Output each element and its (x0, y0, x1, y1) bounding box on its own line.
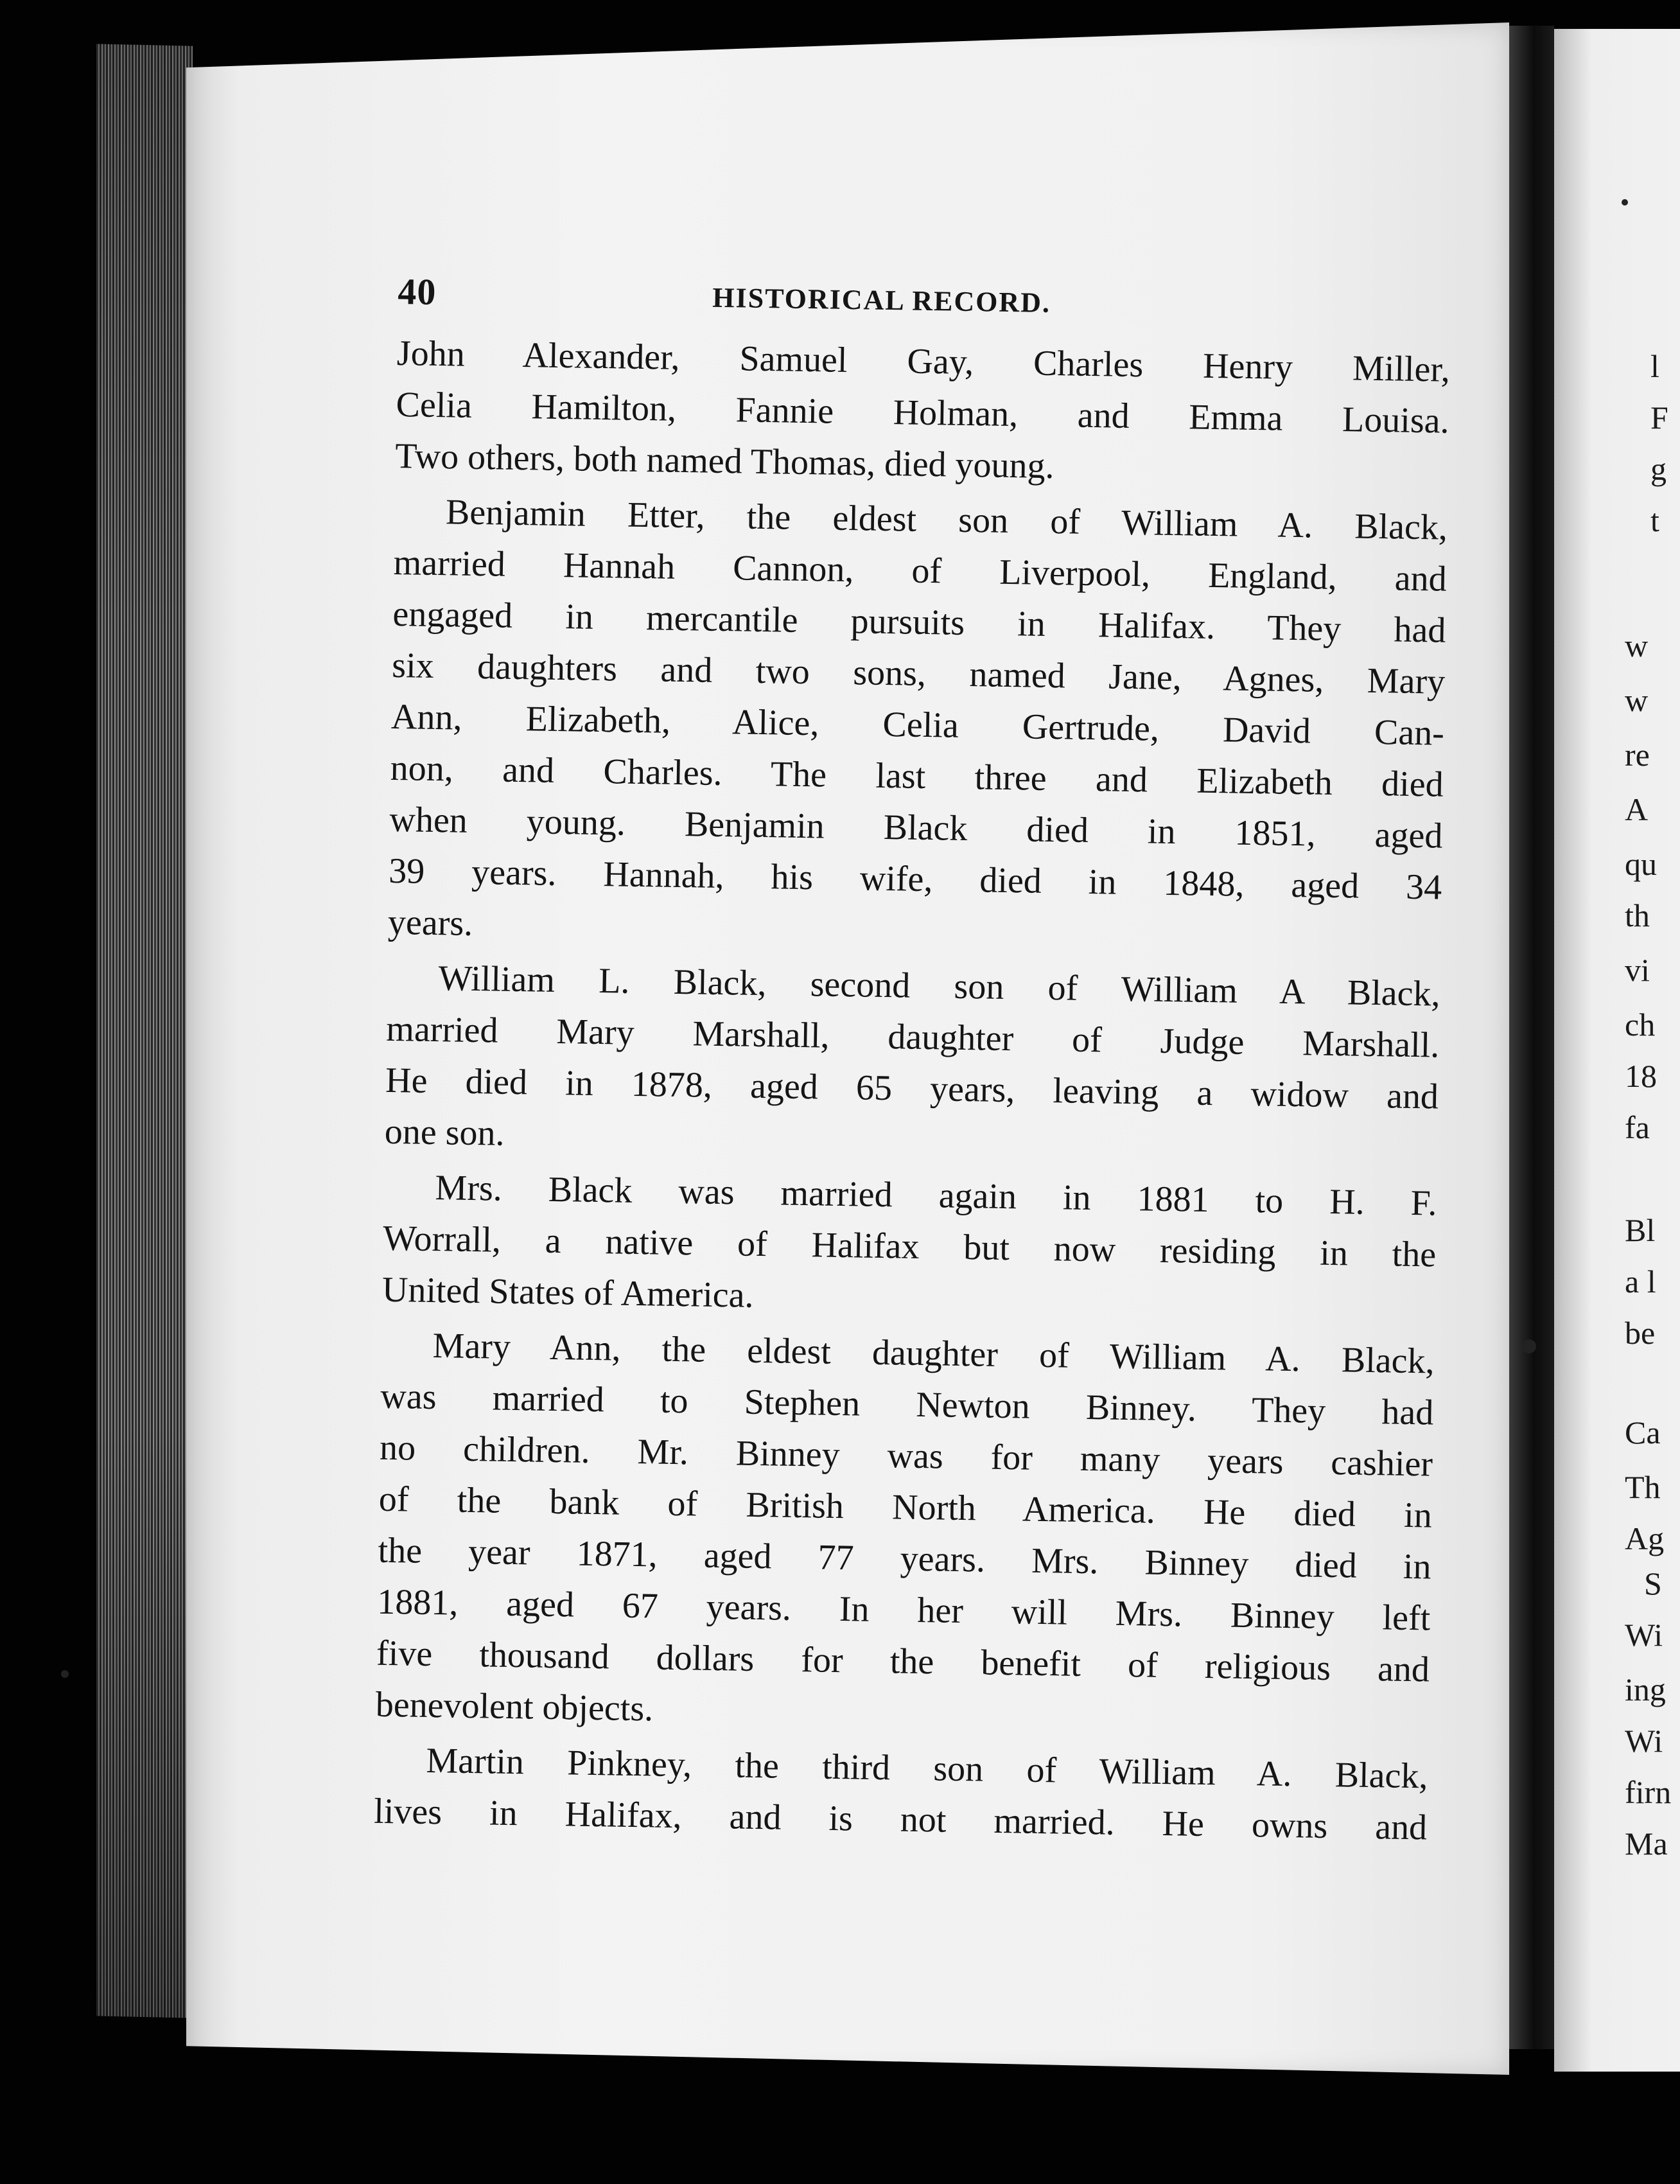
text-line: Mrs. Black was married again in 1881 to H. F. (435, 1168, 1437, 1224)
page-number: 40 (397, 270, 437, 313)
next-page-fragment: A (1625, 791, 1649, 827)
next-page-fragment: th (1625, 897, 1650, 933)
text-line: was married to Stephen Newton Binney. They had (380, 1376, 1434, 1433)
next-page-fragment: Bl (1625, 1212, 1656, 1248)
text-line: non, and Charles. The last three and Elizabeth died (390, 748, 1444, 805)
next-page-fragment: fa (1625, 1109, 1650, 1145)
paragraph-1 (395, 328, 1451, 498)
next-page-fragment: Ca (1625, 1414, 1661, 1450)
book-page-edges (96, 44, 193, 2018)
text-line: married Mary Marshall, daughter of Judge Marshall. (385, 1008, 1440, 1066)
next-page-fragment: Wi (1625, 1723, 1663, 1759)
next-page-fragment: qu (1625, 846, 1657, 882)
text-line: years. (387, 902, 473, 944)
running-title: HISTORICAL RECORD. (712, 281, 1051, 319)
text-line: 39 years. Hannah, his wife, died in 1848, aged 34 (388, 850, 1442, 908)
next-page-fragment: re (1625, 737, 1650, 773)
paragraph-3 (384, 952, 1440, 1174)
body-text (374, 328, 1451, 1853)
next-page-fragment: 18 (1625, 1058, 1657, 1094)
text-line: of the bank of British North America. He died in (378, 1479, 1433, 1536)
next-page-fragment: g (1650, 451, 1667, 487)
next-page-fragment: Ma (1625, 1826, 1668, 1862)
text-line: five thousand dollars for the benefit of religious and (376, 1633, 1430, 1690)
book-gutter (1509, 26, 1554, 2049)
text-line: no children. Mr. Binney was for many years cashier (379, 1427, 1433, 1484)
scan-speck (61, 1670, 69, 1678)
next-page-fragment: a l (1625, 1264, 1656, 1299)
text-line: one son. (384, 1111, 505, 1154)
next-page-fragment: t (1650, 502, 1659, 538)
next-page-fragment: Th (1625, 1469, 1661, 1505)
next-page-fragment: firn (1625, 1774, 1672, 1810)
text-line: Two others, both named Thomas, died young. (394, 436, 1055, 487)
text-line: the year 1871, aged 77 years. Mrs. Binney died in (378, 1530, 1431, 1587)
text-line: 1881, aged 67 years. In her will Mrs. Binney left (376, 1581, 1431, 1639)
text-line: married Hannah Cannon, of Liverpool, England, and (393, 542, 1448, 599)
text-line: Benjamin Etter, the eldest son of William A. Black, (445, 492, 1448, 548)
text-line: Celia Hamilton, Fannie Holman, and Emma Louisa. (396, 384, 1449, 441)
paragraph-4 (381, 1161, 1437, 1332)
scan-speck (1622, 199, 1628, 206)
next-page-sliver (1554, 29, 1680, 2072)
next-page-fragment: w (1625, 682, 1649, 718)
next-page-fragment: S (1644, 1565, 1662, 1601)
next-page-fragment: Wi (1625, 1617, 1663, 1653)
next-page-fragment: l (1650, 348, 1659, 384)
text-line: Martin Pinkney, the third son of William A. Black, (426, 1740, 1428, 1797)
text-line: engaged in mercantile pursuits in Halifax. They had (392, 594, 1446, 651)
next-page-fragment: ch (1625, 1007, 1656, 1043)
paragraph-6 (374, 1734, 1428, 1854)
next-page-fragment: w (1625, 628, 1649, 664)
paragraph-5 (375, 1319, 1435, 1747)
scan-speck (1522, 1339, 1536, 1353)
text-line: lives in Halifax, and is not married. He owns and (373, 1791, 1428, 1848)
next-page-fragment: ing (1625, 1671, 1666, 1707)
text-line: benevolent objects. (375, 1684, 654, 1729)
paragraph-2 (387, 486, 1448, 965)
text-line: when young. Benjamin Black died in 1851, aged (389, 799, 1443, 856)
text-line: He died in 1878, aged 65 years, leaving a widow and (385, 1060, 1439, 1117)
next-page-fragment: be (1625, 1315, 1656, 1351)
text-line: Worrall, a native of Halifax but now residing in the (382, 1218, 1437, 1275)
next-page-fragment: vi (1625, 952, 1650, 988)
next-page-fragment: F (1650, 400, 1668, 436)
text-line: William L. Black, second son of William A Black, (438, 958, 1440, 1014)
text-line: John Alexander, Samuel Gay, Charles Henry Miller, (396, 333, 1451, 390)
text-line: six daughters and two sons, named Jane, Agnes, Mary (391, 645, 1446, 702)
text-line: United States of America. (381, 1269, 754, 1316)
text-line: Ann, Elizabeth, Alice, Celia Gertrude, David Can- (390, 696, 1445, 753)
text-line: Mary Ann, the eldest daughter of William A. Black, (432, 1326, 1435, 1382)
page-content (374, 270, 1451, 1857)
next-page-fragment: Ag (1625, 1520, 1665, 1556)
